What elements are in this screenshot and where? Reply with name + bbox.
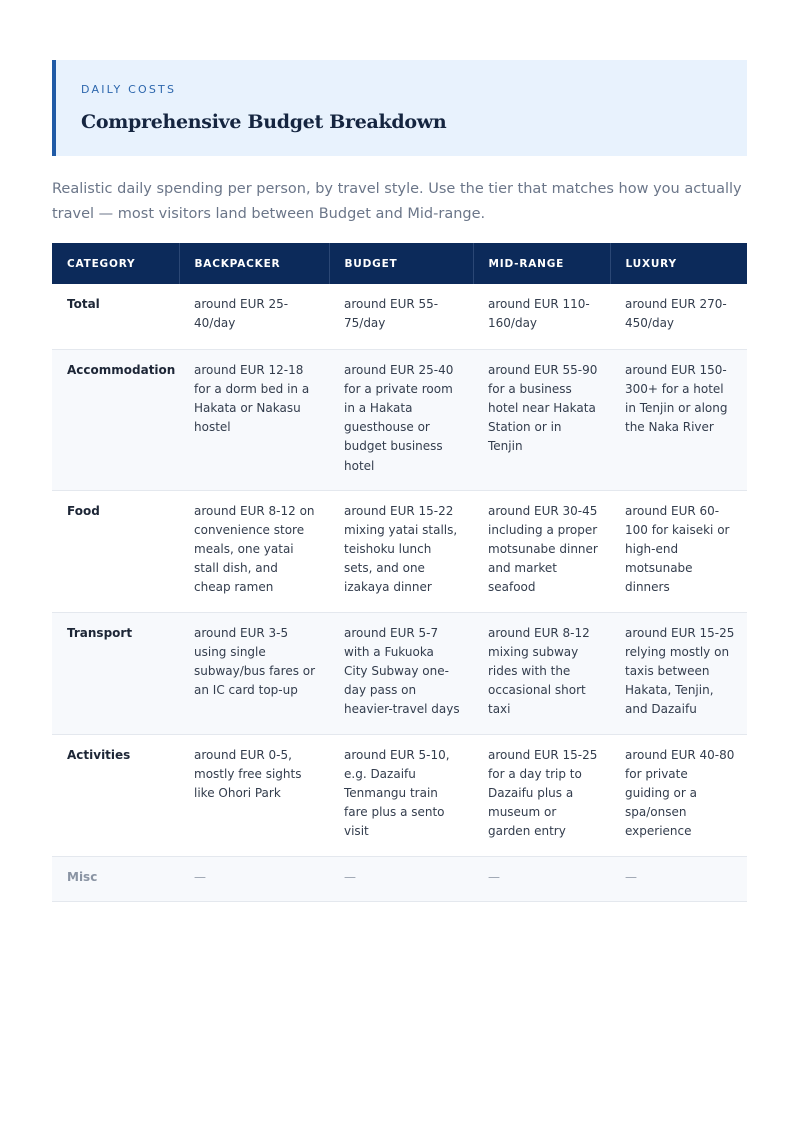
cell-mid-range: around EUR 30-45 including a proper motsunabe dinner and market seafood — [473, 490, 610, 612]
cell-luxury: around EUR 60-100 for kaiseki or high-end motsunabe dinners — [610, 490, 747, 612]
cell-mid-range: — — [473, 856, 610, 901]
cell-luxury: around EUR 15-25 relying mostly on taxis between Hakata, Tenjin, and Dazaifu — [610, 612, 747, 734]
cell-luxury: around EUR 150-300+ for a hotel in Tenjin or along the Naka River — [610, 349, 747, 490]
header-mid-range: MID-RANGE — [473, 243, 610, 284]
cell-luxury: around EUR 270-450/day — [610, 284, 747, 349]
cell-backpacker: around EUR 8-12 on convenience store meals, one yatai stall dish, and cheap ramen — [179, 490, 329, 612]
cell-mid-range: around EUR 110-160/day — [473, 284, 610, 349]
cell-budget: around EUR 5-7 with a Fukuoka City Subway one-day pass on heavier-travel days — [329, 612, 473, 734]
section-intro: Realistic daily spending per person, by travel style. Use the tier that matches how you actually travel — most visitors land between Budget and Mid-range. — [52, 181, 742, 222]
section-eyebrow: DAILY COSTS — [81, 83, 177, 96]
cell-luxury: — — [610, 856, 747, 901]
budget-section — [52, 60, 747, 902]
cell-backpacker: around EUR 3-5 using single subway/bus fares or an IC card top-up — [179, 612, 329, 734]
header-backpacker: BACKPACKER — [179, 243, 329, 284]
section-title: Comprehensive Budget Breakdown — [81, 111, 447, 133]
header-luxury: LUXURY — [610, 243, 747, 284]
cell-budget: around EUR 25-40 for a private room in a Hakata guesthouse or budget business hotel — [329, 349, 473, 490]
cell-luxury: around EUR 40-80 for private guiding or a spa/onsen experience — [610, 734, 747, 856]
cell-mid-range: around EUR 15-25 for a day trip to Dazaifu plus a museum or garden entry — [473, 734, 610, 856]
table-row-transport — [52, 612, 747, 734]
cell-mid-range: around EUR 8-12 mixing subway rides with the occasional short taxi — [473, 612, 610, 734]
cell-backpacker: around EUR 25-40/day — [179, 284, 329, 349]
table-header-row — [52, 243, 747, 284]
table-row-total — [52, 284, 747, 349]
table-body — [52, 284, 747, 901]
cell-mid-range: around EUR 55-90 for a business hotel near Hakata Station or in Tenjin — [473, 349, 610, 490]
budget-table — [52, 243, 747, 902]
table-row-food — [52, 490, 747, 612]
cell-backpacker: around EUR 0-5, mostly free sights like Ohori Park — [179, 734, 329, 856]
cell-backpacker: around EUR 12-18 for a dorm bed in a Hakata or Nakasu hostel — [179, 349, 329, 490]
row-category: Food — [52, 490, 179, 612]
cell-budget: — — [329, 856, 473, 901]
table-row-activities — [52, 734, 747, 856]
row-category: Total — [52, 284, 179, 349]
header-category: CATEGORY — [52, 243, 179, 284]
row-category: Transport — [52, 612, 179, 734]
cell-budget: around EUR 5-10, e.g. Dazaifu Tenmangu train fare plus a sento visit — [329, 734, 473, 856]
cell-budget: around EUR 15-22 mixing yatai stalls, teishoku lunch sets, and one izakaya dinner — [329, 490, 473, 612]
table-row-accommodation — [52, 349, 747, 490]
header-budget: BUDGET — [329, 243, 473, 284]
cell-budget: around EUR 55-75/day — [329, 284, 473, 349]
row-category: Misc — [52, 856, 179, 901]
table-header — [52, 243, 747, 284]
row-category: Accommodation — [52, 349, 179, 490]
section-header — [52, 60, 747, 156]
cell-backpacker: — — [179, 856, 329, 901]
row-category: Activities — [52, 734, 179, 856]
table-row-misc — [52, 856, 747, 901]
